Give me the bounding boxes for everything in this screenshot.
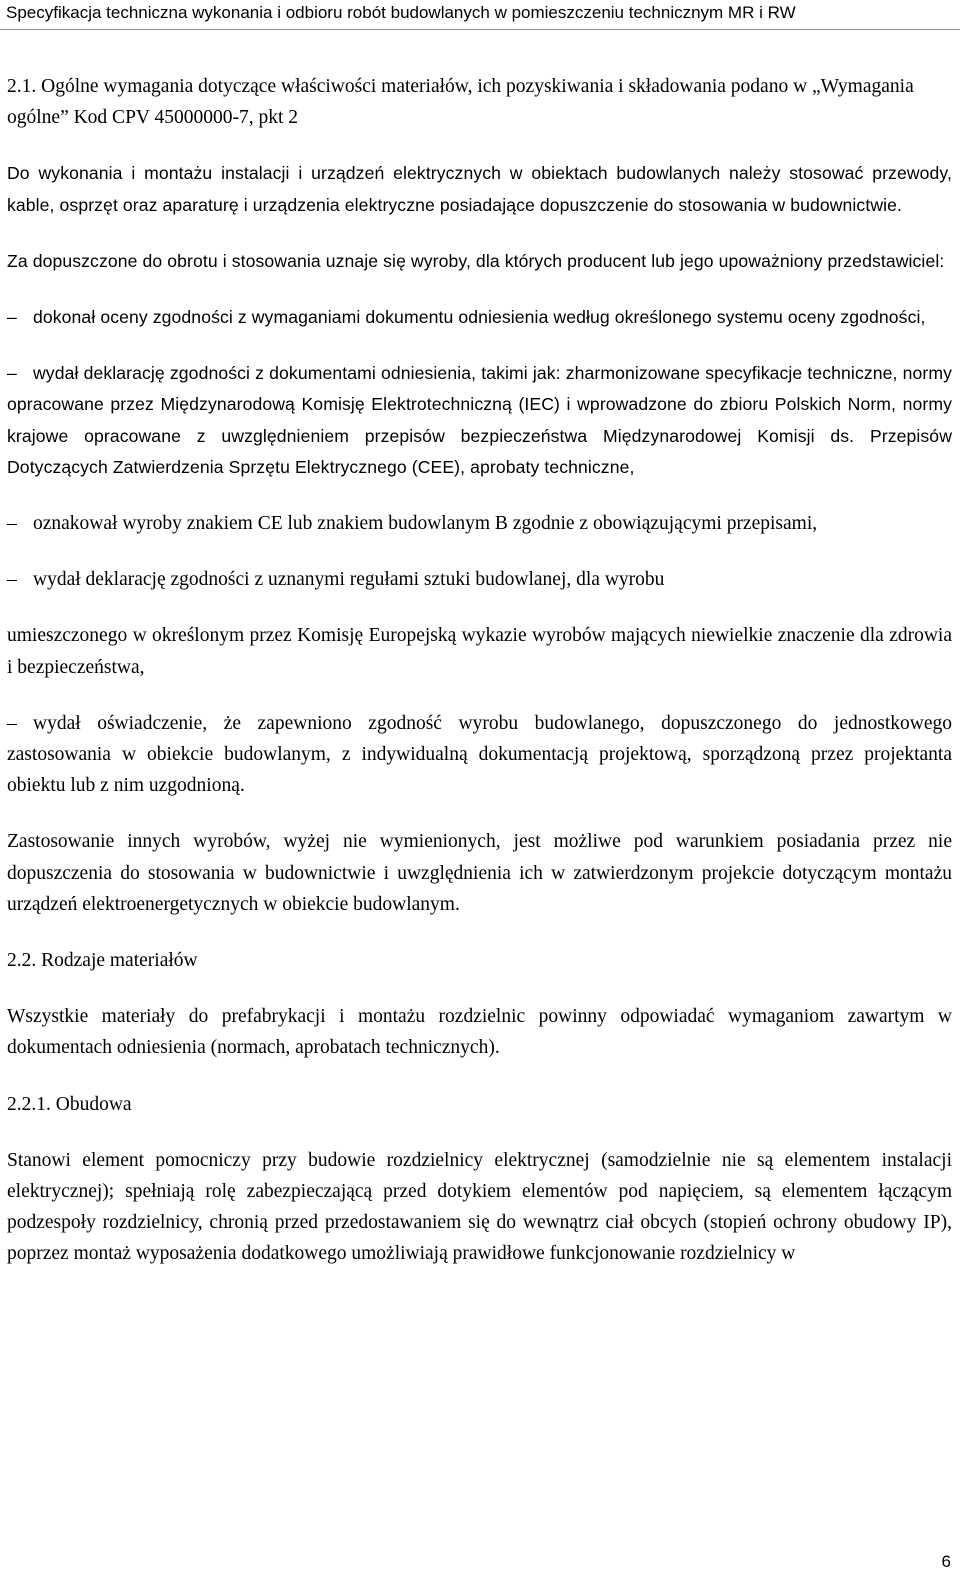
other-products-paragraph: Zastosowanie innych wyrobów, wyżej nie wymienionych, jest możliwe pod warunkiem posiadania przez nie dopuszczenia do stosowania w budownictwie i uwzględnienia ich w zatwierdzonym projekcie dotyczącym montażu urządzeń elektroenergetycznych w obiekcie budowlanym. [7,831,952,915]
dash-bullet: – [7,513,17,535]
condition-item-1 [7,302,952,333]
dash-bullet: – [7,569,17,591]
page-number: 6 [941,1552,951,1571]
condition-item-3 [7,508,952,539]
page-header-title: Specyfikacja techniczna wykonania i odbioru robót budowlanych w pomieszczeniu technicznym MR i RW [6,3,796,22]
condition-text: wydał oświadczenie, że zapewniono zgodność wyrobu budowlanego, dopuszczonego do jednostkowego zastosowania w obiekcie budowlanym, z indywidualną dokumentacją projektową, sporządzoną przez projektanta obiektu lub z nim uzgodnioną. [7,712,952,797]
condition-item-2 [7,358,952,483]
document-body [7,71,952,1295]
condition-continuation: umieszczonego w określonym przez Komisję Europejską wykazie wyrobów mających niewielkie znaczenie dla zdrowia i bezpieczeństwa, [7,625,952,678]
section-2-2-text: Wszystkie materiały do prefabrykacji i montażu rozdzielnic powinny odpowiadać wymaganiom zawartym w dokumentach odniesienia (normach, aprobatach technicznych). [7,1006,952,1059]
header-divider [0,29,960,30]
dash-bullet: – [7,307,17,328]
section-2-2-heading: 2.2. Rodzaje materiałów [7,950,198,972]
condition-text: wydał deklarację zgodności z uznanymi regułami sztuki budowlanej, dla wyrobu [33,569,665,591]
section-2-1-heading: 2.1. Ogólne wymagania dotyczące właściwości materiałów, ich pozyskiwania i składowania podano w „Wymagania ogólne” Kod CPV 45000000-7, pkt 2 [7,76,914,129]
section-2-1-intro: Do wykonania i montażu instalacji i urządzeń elektrycznych w obiektach budowlanych należy stosować przewody, kable, osprzęt oraz aparaturę i urządzenia elektryczne posiadające dopuszczenie do stosowania w budownictwie. [7,163,952,215]
admission-lead-paragraph: Za dopuszczone do obrotu i stosowania uznaje się wyroby, dla których producent lub jego upoważniony przedstawiciel: [7,250,945,271]
condition-item-4 [7,564,952,595]
condition-text: dokonał oceny zgodności z wymaganiami dokumentu odniesienia według określonego systemu oceny zgodności, [33,307,926,328]
dash-bullet: – [7,712,17,734]
section-2-2-1-heading: 2.2.1. Obudowa [7,1093,132,1115]
condition-text: wydał deklarację zgodności z dokumentami odniesienia, takimi jak: zharmonizowane specyfikacje techniczne, normy opracowane przez Międzynarodową Komisję Elektrotechniczną (IEC) i wprowadzone do zbioru Polskich Norm, normy krajowe opracowane z uwzględnieniem przepisów bezpieczeństwa Międzynarodowej Komisji ds. Przepisów Dotyczących Zatwierdzenia Sprzętu Elektrycznego (CEE), aprobaty techniczne, [7,363,952,477]
section-2-2-1-text: Stanowi element pomocniczy przy budowie rozdzielnicy elektrycznej (samodzielnie nie są elementem instalacji elektrycznej); spełniają rolę zabezpieczającą przed dotykiem elementów pod napięciem, są elementem łączącym podzespoły rozdzielnicy, chronią przed przedostawaniem się do wewnątrz ciał obcych (stopień ochrony obudowy IP), poprzez montaż wyposażenia dodatkowego umożliwiają prawidłowe funkcjonowanie rozdzielnicy w [7,1149,952,1265]
condition-item-5 [7,708,952,802]
dash-bullet: – [7,363,17,384]
condition-text: oznakował wyroby znakiem CE lub znakiem budowlanym B zgodnie z obowiązującymi przepisami, [33,513,818,535]
